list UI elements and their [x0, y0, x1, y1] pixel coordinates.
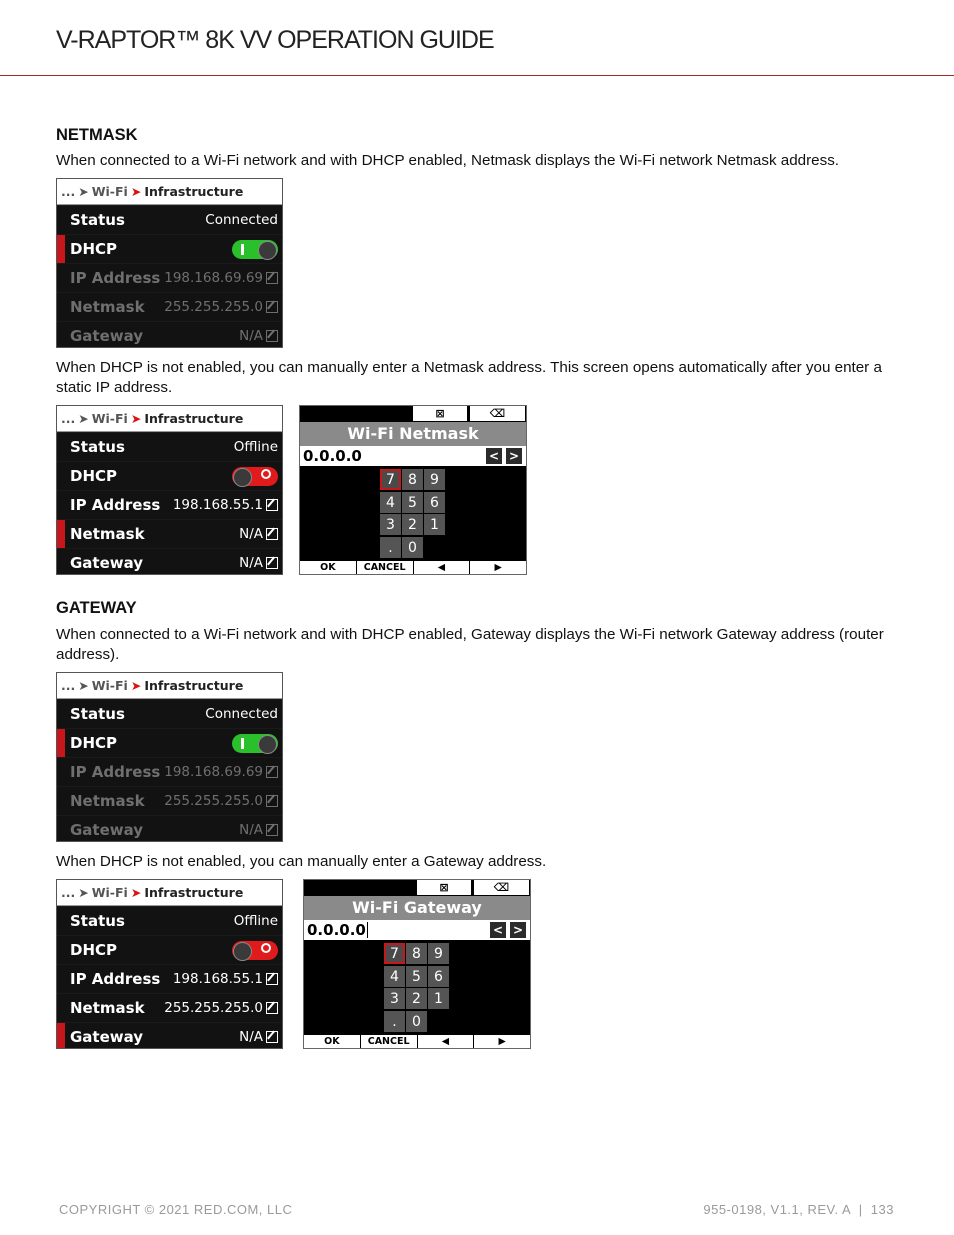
- status-label: Status: [70, 912, 125, 930]
- key-6[interactable]: 6: [428, 966, 449, 987]
- breadcrumb-parent[interactable]: Wi-Fi: [91, 885, 128, 900]
- netmask-value: 255.255.255.0: [164, 793, 263, 809]
- gateway-label: Gateway: [70, 327, 144, 345]
- edit-icon: [266, 272, 278, 284]
- wifi-menu-dhcp-on-netmask: [56, 178, 283, 348]
- dhcp-label: DHCP: [70, 734, 118, 752]
- key-0[interactable]: 0: [406, 1011, 427, 1032]
- edit-icon[interactable]: [266, 973, 278, 985]
- breadcrumb-ellipsis: ...: [61, 678, 76, 693]
- keypad-footer: [300, 561, 526, 574]
- dhcp-row[interactable]: [57, 235, 282, 263]
- ip-address-value: 198.168.69.69: [164, 270, 263, 286]
- netmask-label: Netmask: [70, 999, 145, 1017]
- netmask-row[interactable]: [57, 994, 282, 1022]
- netmask-heading: NETMASK: [56, 126, 138, 144]
- edit-icon[interactable]: [266, 1002, 278, 1014]
- breadcrumb-current: Infrastructure: [144, 678, 244, 693]
- status-label: Status: [70, 705, 125, 723]
- key-8[interactable]: 8: [402, 469, 423, 490]
- ip-address-label: IP Address: [70, 496, 161, 514]
- key-5[interactable]: 5: [402, 492, 423, 513]
- gateway-keypad: [303, 879, 531, 1049]
- gateway-input-value: 0.0.0.0: [307, 921, 366, 939]
- netmask-value: N/A: [239, 526, 263, 542]
- breadcrumb-ellipsis: ...: [61, 184, 76, 199]
- wifi-menu-dhcp-off-gateway: [56, 879, 283, 1049]
- keypad-title: Wi-Fi Netmask: [300, 422, 526, 446]
- left-arrow-icon[interactable]: ◀: [418, 1035, 475, 1048]
- close-icon[interactable]: ⊠: [413, 406, 467, 421]
- breadcrumb-parent[interactable]: Wi-Fi: [91, 678, 128, 693]
- breadcrumb-sep-icon: ➤: [130, 411, 142, 426]
- gateway-value: N/A: [239, 822, 263, 838]
- breadcrumb-current: Infrastructure: [144, 184, 244, 199]
- breadcrumb-ellipsis: ...: [61, 411, 76, 426]
- breadcrumb-sep-icon: ➤: [130, 885, 142, 900]
- netmask-para-2: When DHCP is not enabled, you can manually enter a Netmask address. This screen opens automatically after you enter a static IP address.: [56, 359, 882, 396]
- netmask-value: 255.255.255.0: [164, 299, 263, 315]
- backspace-icon[interactable]: ⌫: [474, 880, 529, 895]
- key-5[interactable]: 5: [406, 966, 427, 987]
- text-cursor: [367, 922, 368, 938]
- breadcrumb-sep-icon: ➤: [130, 184, 142, 199]
- dhcp-label: DHCP: [70, 941, 118, 959]
- left-arrow-icon[interactable]: ◀: [414, 561, 471, 574]
- breadcrumb-ellipsis: ...: [61, 885, 76, 900]
- status-value: Offline: [233, 439, 278, 455]
- status-row: [57, 700, 282, 728]
- status-row: [57, 907, 282, 935]
- breadcrumb-current: Infrastructure: [144, 885, 244, 900]
- key-2[interactable]: 2: [406, 988, 427, 1009]
- edit-icon: [266, 795, 278, 807]
- gateway-value: N/A: [239, 328, 263, 344]
- dhcp-toggle[interactable]: [232, 734, 278, 753]
- page-header-title: V-RAPTOR™ 8K VV OPERATION GUIDE: [56, 26, 494, 54]
- cancel-button[interactable]: CANCEL: [361, 1035, 418, 1048]
- key-dot[interactable]: .: [380, 537, 401, 558]
- netmask-para-1: When connected to a Wi-Fi network and with DHCP enabled, Netmask displays the Wi-Fi network Netmask address.: [56, 152, 840, 169]
- netmask-value: 255.255.255.0: [164, 1000, 263, 1016]
- gateway-input[interactable]: [304, 920, 530, 940]
- key-4[interactable]: 4: [380, 492, 401, 513]
- key-7[interactable]: 7: [380, 469, 401, 490]
- key-3[interactable]: 3: [384, 988, 405, 1009]
- gateway-row[interactable]: [57, 1023, 282, 1049]
- edit-icon: [266, 330, 278, 342]
- right-arrow-icon[interactable]: ▶: [470, 561, 526, 574]
- netmask-row: [57, 787, 282, 815]
- key-4[interactable]: 4: [384, 966, 405, 987]
- breadcrumb-sep-icon: ➤: [78, 411, 89, 426]
- key-3[interactable]: 3: [380, 514, 401, 535]
- breadcrumb-sep-icon: ➤: [78, 678, 89, 693]
- netmask-label: Netmask: [70, 298, 145, 316]
- edit-icon[interactable]: [266, 557, 278, 569]
- ip-address-value: 198.168.69.69: [164, 764, 263, 780]
- footer-doc-number: 955-0198, V1.1, REV. A | 133: [703, 1202, 894, 1217]
- breadcrumb-current: Infrastructure: [144, 411, 244, 426]
- header-rule: [0, 75, 954, 76]
- status-row: [57, 206, 282, 234]
- key-7[interactable]: 7: [384, 943, 405, 964]
- backspace-icon[interactable]: ⌫: [470, 406, 525, 421]
- ip-address-value: 198.168.55.1: [172, 971, 263, 987]
- footer-copyright: COPYRIGHT © 2021 RED.COM, LLC: [59, 1202, 293, 1217]
- ip-address-label: IP Address: [70, 269, 161, 287]
- cursor-right-button[interactable]: >: [510, 922, 526, 938]
- dhcp-row[interactable]: [57, 729, 282, 757]
- key-8[interactable]: 8: [406, 943, 427, 964]
- right-arrow-icon[interactable]: ▶: [474, 1035, 530, 1048]
- ip-address-value: 198.168.55.1: [172, 497, 263, 513]
- dhcp-toggle[interactable]: [232, 240, 278, 259]
- key-dot[interactable]: .: [384, 1011, 405, 1032]
- edit-icon[interactable]: [266, 528, 278, 540]
- edit-icon: [266, 301, 278, 313]
- ip-address-row[interactable]: [57, 965, 282, 993]
- gateway-para-2: When DHCP is not enabled, you can manually enter a Gateway address.: [56, 853, 547, 870]
- gateway-para-1: When connected to a Wi-Fi network and with DHCP enabled, Gateway displays the Wi-Fi network Gateway address (router address).: [56, 626, 884, 663]
- cursor-left-button[interactable]: <: [486, 448, 502, 464]
- status-label: Status: [70, 438, 125, 456]
- edit-icon: [266, 824, 278, 836]
- gateway-value: N/A: [239, 555, 263, 571]
- breadcrumb-sep-icon: ➤: [78, 184, 89, 199]
- key-1[interactable]: 1: [428, 988, 449, 1009]
- netmask-row[interactable]: [57, 520, 282, 548]
- gateway-value: N/A: [239, 1029, 263, 1045]
- breadcrumb-sep-icon: ➤: [130, 678, 142, 693]
- dhcp-row[interactable]: [57, 936, 282, 964]
- dhcp-label: DHCP: [70, 467, 118, 485]
- status-value: Offline: [233, 913, 278, 929]
- netmask-label: Netmask: [70, 792, 145, 810]
- breadcrumb: [57, 880, 282, 906]
- status-value: Connected: [205, 706, 278, 722]
- gateway-label: Gateway: [70, 1028, 144, 1046]
- status-label: Status: [70, 211, 125, 229]
- keypad-title: Wi-Fi Gateway: [304, 896, 530, 920]
- key-0[interactable]: 0: [402, 537, 423, 558]
- gateway-label: Gateway: [70, 821, 144, 839]
- key-1[interactable]: 1: [424, 514, 445, 535]
- key-9[interactable]: 9: [428, 943, 449, 964]
- ok-button[interactable]: OK: [304, 1035, 361, 1048]
- key-2[interactable]: 2: [402, 514, 423, 535]
- wifi-menu-dhcp-off-netmask: [56, 405, 283, 575]
- status-value: Connected: [205, 212, 278, 228]
- gateway-row[interactable]: [57, 549, 282, 575]
- gateway-label: Gateway: [70, 554, 144, 572]
- ip-address-label: IP Address: [70, 970, 161, 988]
- netmask-keypad: [299, 405, 527, 575]
- gateway-row: [57, 816, 282, 842]
- breadcrumb-parent[interactable]: Wi-Fi: [91, 411, 128, 426]
- gateway-heading: GATEWAY: [56, 599, 137, 617]
- cancel-button[interactable]: CANCEL: [357, 561, 414, 574]
- dhcp-toggle[interactable]: [232, 941, 278, 960]
- breadcrumb-sep-icon: ➤: [78, 885, 89, 900]
- ip-address-row: [57, 758, 282, 786]
- edit-icon: [266, 766, 278, 778]
- cursor-right-button[interactable]: >: [506, 448, 522, 464]
- dhcp-row[interactable]: [57, 462, 282, 490]
- dhcp-toggle[interactable]: [232, 467, 278, 486]
- breadcrumb: [57, 406, 282, 432]
- breadcrumb: [57, 673, 282, 699]
- netmask-input[interactable]: [300, 446, 526, 466]
- status-row: [57, 433, 282, 461]
- key-9[interactable]: 9: [424, 469, 445, 490]
- netmask-row: [57, 293, 282, 321]
- ip-address-label: IP Address: [70, 763, 161, 781]
- breadcrumb: [57, 179, 282, 205]
- ip-address-row: [57, 264, 282, 292]
- ip-address-row[interactable]: [57, 491, 282, 519]
- gateway-row: [57, 322, 282, 348]
- netmask-input-value: 0.0.0.0: [303, 447, 362, 465]
- key-6[interactable]: 6: [424, 492, 445, 513]
- breadcrumb-parent[interactable]: Wi-Fi: [91, 184, 128, 199]
- cursor-left-button[interactable]: <: [490, 922, 506, 938]
- close-icon[interactable]: ⊠: [417, 880, 471, 895]
- dhcp-label: DHCP: [70, 240, 118, 258]
- keypad-footer: [304, 1035, 530, 1048]
- edit-icon[interactable]: [266, 1031, 278, 1043]
- edit-icon[interactable]: [266, 499, 278, 511]
- netmask-label: Netmask: [70, 525, 145, 543]
- wifi-menu-dhcp-on-gateway: [56, 672, 283, 842]
- ok-button[interactable]: OK: [300, 561, 357, 574]
